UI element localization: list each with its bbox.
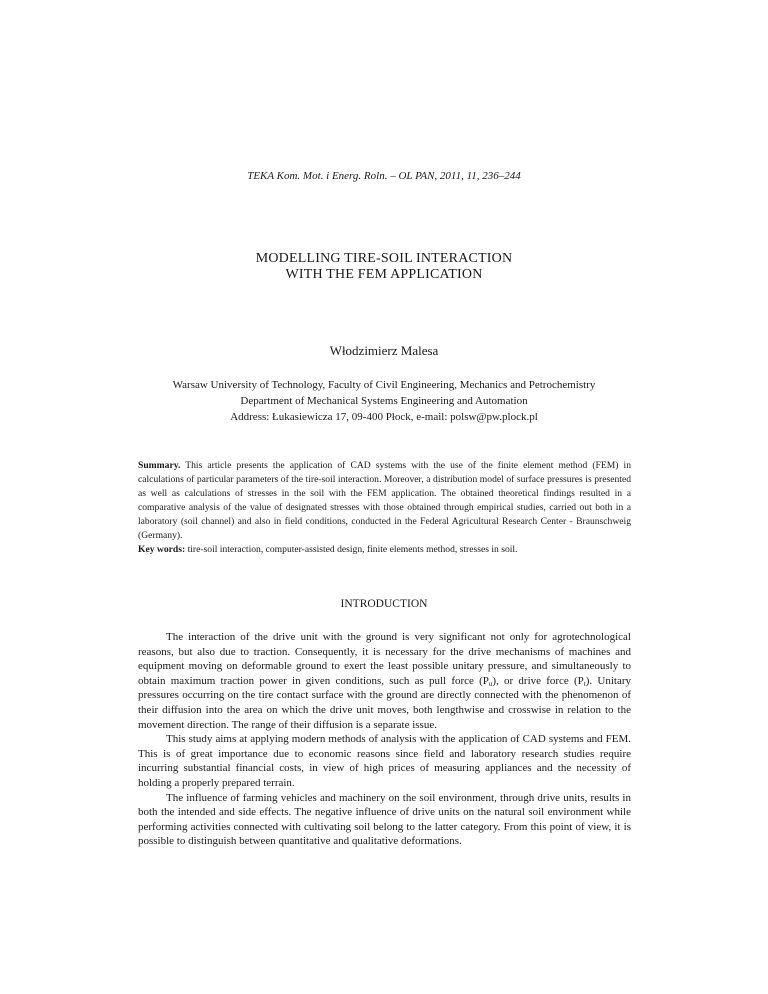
paragraph-1 [138,630,631,732]
title-line-2: WITH THE FEM APPLICATION [285,267,483,282]
summary-label: Summary. [138,460,181,471]
journal-reference: TEKA Kom. Mot. i Energ. Roln. – OL PAN, 2011, 11, 236–244 [247,170,521,182]
pull-force-subscript: u [488,679,493,688]
keywords [138,543,631,557]
section-heading-introduction: INTRODUCTION [340,598,428,610]
keywords-text: tire-soil interaction, computer-assisted design, finite elements method, stresses in soil. [185,544,518,555]
affiliation-line-3: Address: Łukasiewicza 17, 09-400 Płock, e-mail: polsw@pw.plock.pl [230,411,538,423]
affiliation-line-2: Department of Mechanical Systems Engineering and Automation [240,395,528,407]
affiliation-line-1: Warsaw University of Technology, Faculty of Civil Engineering, Mechanics and Petrochemistry [172,379,596,391]
summary-text: This article presents the application of CAD systems with the use of the finite element method (FEM) in calculations of particular parameters of the tire-soil interaction. Moreover, a distribution model of surface pressures is presented as well as calculations of stresses in the soil with the FEM application. The obtained theoretical findings resulted in a comparative analysis of the value of designated stresses with those obtained through empirical studies, carried out both in a laboratory (soil channel) and also in field conditions, conducted in the Federal Agricultural Research Center - Braunschweig (Germany). [138,460,631,541]
summary-abstract [138,459,631,543]
author-name: Włodzimierz Malesa [329,343,439,358]
keywords-label: Key words: [138,544,186,555]
affiliation [0,377,768,425]
paragraph-1-part-c: ). Unitary pressures occurring on the tire contact surface with the ground are directly connected with the phenomenon of their diffusion into the area on which the drive unit moves, both lengthwise and crosswise in relation to the movement direction. The range of their diffusion is a separate issue. [138,674,631,731]
paragraph-1-part-b: ), or drive force (P [492,674,584,687]
paper-title [0,251,768,283]
drive-force-subscript: t [583,679,586,688]
paragraph-3: The influence of farming vehicles and machinery on the soil environment, through drive units, results in both the intended and side effects. The negative influence of drive units on the natural soil environment while performing activities connected with cultivating soil belong to the latter category. From this point of view, it is possible to distinguish between quantitative and qualitative deformations. [138,791,631,848]
paragraph-2: This study aims at applying modern methods of analysis with the application of CAD systems and FEM. This is of great importance due to economic reasons since field and laboratory research studies require incurring substantial financial costs, in view of high prices of measuring appliances and the necessity of holding a properly prepared terrain. [138,733,631,789]
introduction-body [138,630,631,849]
title-line-1: MODELLING TIRE-SOIL INTERACTION [255,251,513,266]
paragraph-1-part-a: The interaction of the drive unit with the ground is very significant not only for agrotechnological reasons, but also due to traction. Consequently, it is necessary for the drive mechanisms of machines and equipment moving on deformable ground to exert the least possible unitary pressure, and simultaneously to obtain maximum traction power in given conditions, such as pull force (P [138,631,631,687]
